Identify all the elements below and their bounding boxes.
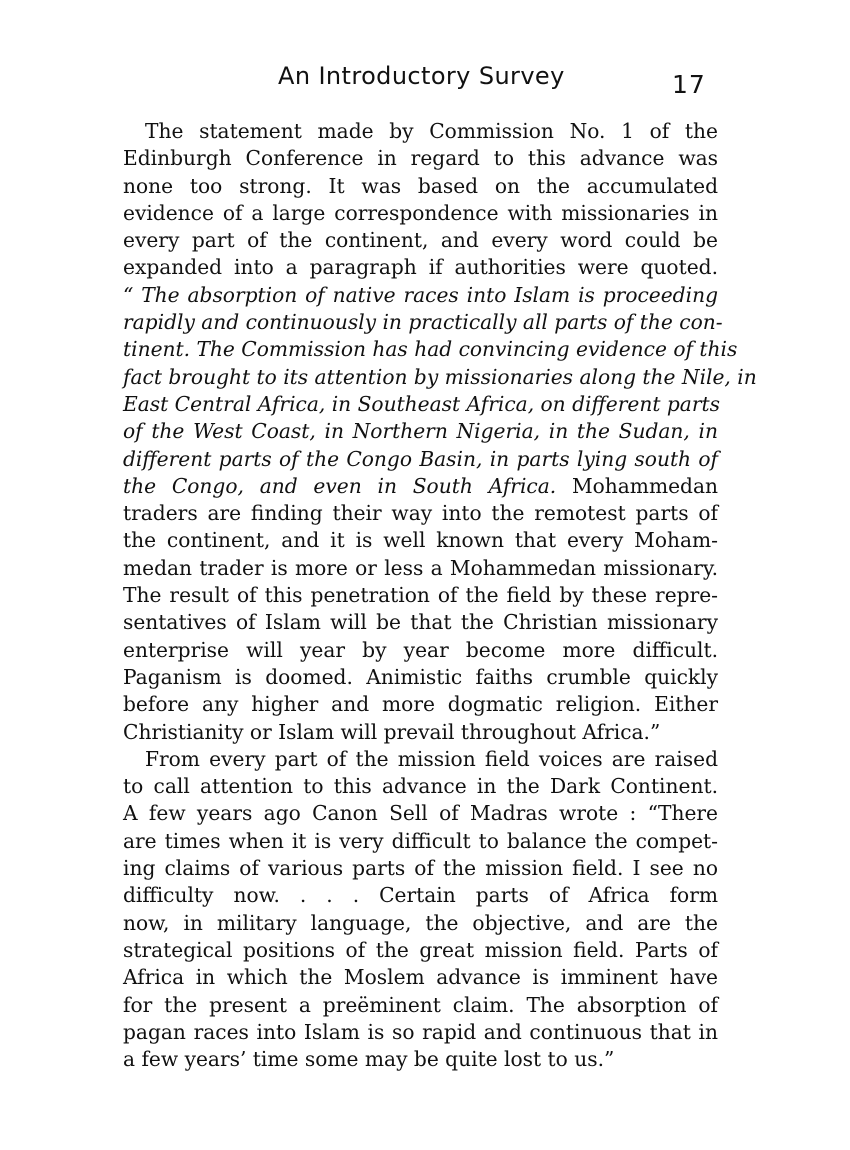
roman-text: expanded into a paragraph if authorities were quoted. [123, 255, 718, 280]
text-line [123, 500, 718, 527]
text-line [123, 691, 718, 718]
roman-text: to call attention to this advance in the Dark Continent. [123, 774, 718, 799]
text-line [123, 364, 757, 391]
italic-text: rapidly and continuously in practically all parts of the con- [123, 310, 723, 335]
page-number: 17 [672, 70, 706, 99]
text-line [123, 527, 718, 554]
text-line [123, 173, 718, 200]
roman-text: every part of the continent, and every word could be [123, 228, 718, 253]
italic-text: fact brought to its attention by missionaries along the Nile, in [123, 364, 757, 389]
text-line [123, 555, 718, 582]
roman-text: the continent, and it is well known that every Moham- [123, 528, 718, 553]
roman-text: The result of this penetration of the field by these repre- [123, 583, 718, 608]
roman-text: are times when it is very difficult to balance the compet- [123, 828, 718, 853]
roman-text: sentatives of Islam will be that the Christian missionary [123, 610, 718, 635]
roman-text: for the present a preëminent claim. The absorption of [123, 992, 718, 1017]
roman-text: From every part of the mission field voices are raised [145, 746, 718, 771]
italic-text: of the West Coast, in Northern Nigeria, in the Sudan, in [123, 419, 718, 444]
text-line [123, 855, 718, 882]
text-line [123, 773, 718, 800]
roman-text: traders are finding their way into the remotest parts of [123, 501, 718, 526]
roman-text: now, in military language, the objective, and are the [123, 910, 718, 935]
text-line [123, 200, 718, 227]
roman-text: enterprise will year by year become more difficult. [123, 637, 718, 662]
text-line [123, 336, 738, 363]
italic-text: tinent. The Commission has had convincing evidence of this [123, 337, 738, 362]
roman-text: difficulty now. . . . Certain parts of Africa form [123, 883, 718, 908]
text-line [123, 118, 718, 145]
roman-text: Christianity or Islam will prevail throughout Africa.” [123, 719, 661, 744]
text-line [123, 582, 718, 609]
italic-text: the Congo, and even in South Africa. [123, 473, 572, 498]
text-line [123, 828, 718, 855]
text-line [123, 473, 718, 500]
text-line [123, 992, 718, 1019]
text-line [123, 282, 718, 309]
page-header [0, 62, 850, 102]
roman-text: evidence of a large correspondence with missionaries in [123, 200, 718, 225]
text-line [123, 418, 718, 445]
roman-text: a few years’ time some may be quite lost to us.” [123, 1047, 615, 1072]
text-line [123, 882, 718, 909]
roman-text: none too strong. It was based on the accumulated [123, 173, 718, 198]
text-line [123, 391, 718, 418]
text-line [123, 964, 718, 991]
roman-text: Africa in which the Moslem advance is imminent have [123, 965, 718, 990]
roman-text: The statement made by Commission No. 1 of the [145, 119, 718, 143]
roman-text: Edinburgh Conference in regard to this advance was [123, 146, 718, 171]
paragraph [123, 118, 757, 746]
text-line [123, 309, 723, 336]
text-line [123, 937, 718, 964]
body-text [123, 118, 757, 1073]
text-line [123, 664, 718, 691]
roman-text: pagan races into Islam is so rapid and continuous that in [123, 1019, 718, 1044]
text-line [123, 446, 718, 473]
italic-text: “ The absorption of native races into Islam is proceeding [123, 282, 718, 307]
running-head: An Introductory Survey [278, 62, 565, 90]
text-line [123, 609, 718, 636]
italic-text: different parts of the Congo Basin, in parts lying south of [123, 446, 718, 471]
text-line [123, 719, 718, 746]
roman-text: A few years ago Canon Sell of Madras wrote : “There [123, 801, 718, 826]
text-line [123, 145, 718, 172]
text-line [123, 800, 718, 827]
text-line [123, 637, 718, 664]
text-line [123, 1019, 718, 1046]
roman-text: strategical positions of the great mission field. Parts of [123, 937, 718, 962]
roman-text: ing claims of various parts of the mission field. I see no [123, 856, 718, 881]
roman-text: Paganism is doomed. Animistic faiths crumble quickly [123, 664, 718, 689]
paragraph [123, 746, 718, 1074]
roman-text: medan trader is more or less a Mohammedan missionary. [123, 555, 718, 580]
text-line [123, 254, 718, 281]
roman-text: Mohammedan [571, 473, 718, 498]
text-line [123, 746, 718, 773]
italic-text: East Central Africa, in Southeast Africa, on different parts [123, 391, 720, 416]
text-line [123, 227, 718, 254]
text-line [123, 1046, 718, 1073]
text-line [123, 910, 718, 937]
roman-text: before any higher and more dogmatic religion. Either [123, 692, 718, 717]
